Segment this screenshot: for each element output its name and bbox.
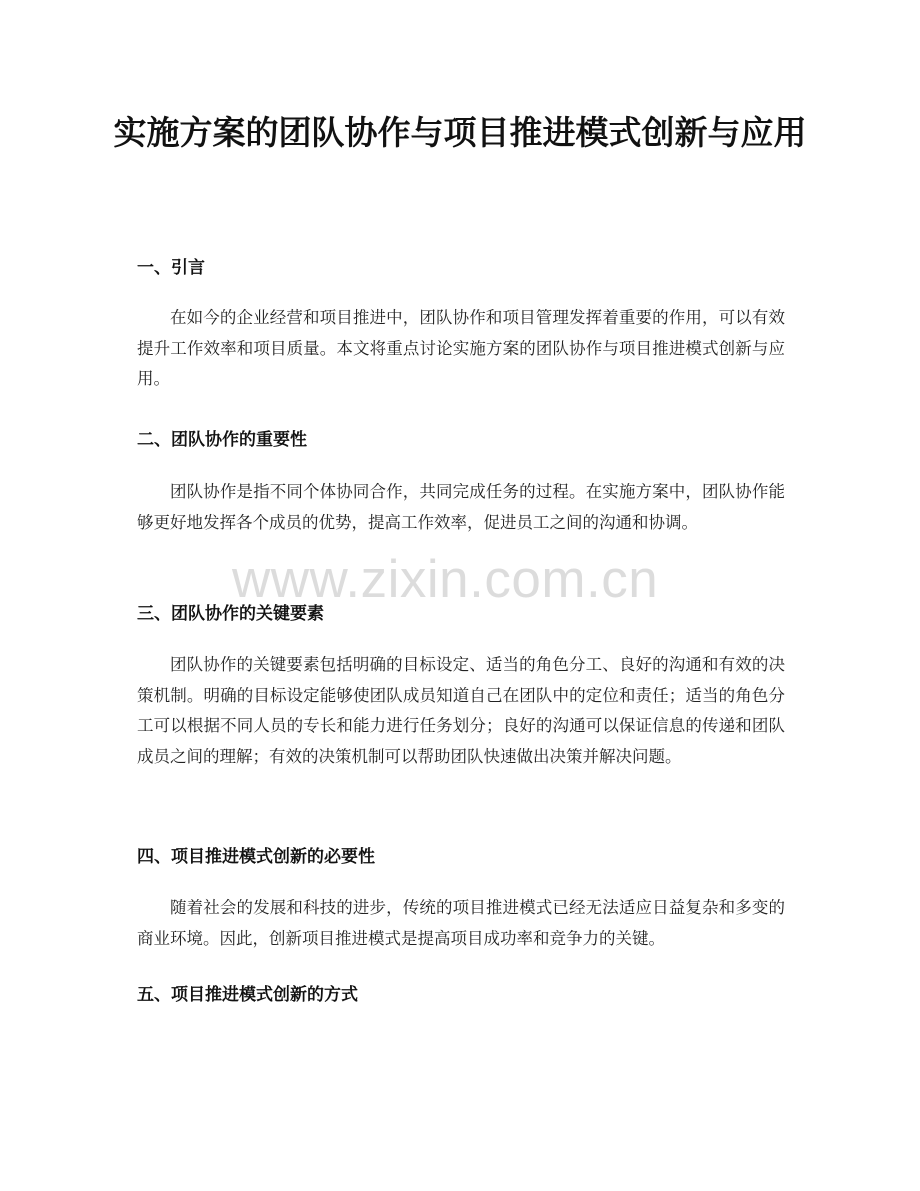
- document-title: 实施方案的团队协作与项目推进模式创新与应用: [113, 113, 807, 152]
- section-heading-intro: 一、引言: [137, 258, 205, 278]
- section-heading-importance: 二、团队协作的重要性: [137, 430, 307, 450]
- section-paragraph-key-elements: 团队协作的关键要素包括明确的目标设定、适当的角色分工、良好的沟通和有效的决策机制。明确的目标设定能够使团队成员知道自己在团队中的定位和责任；适当的角色分工可以根据不同人员的专长和能力进行任务划分；良好的沟通可以保证信息的传递和团队成员之间的理解；有效的决策机制可以帮助团队快速做出决策并解决问题。: [137, 655, 785, 766]
- section-paragraph-necessity: 随着社会的发展和科技的进步，传统的项目推进模式已经无法适应日益复杂和多变的商业环境。因此，创新项目推进模式是提高项目成功率和竞争力的关键。: [137, 898, 785, 948]
- section-paragraph-importance: 团队协作是指不同个体协同合作，共同完成任务的过程。在实施方案中，团队协作能够更好地发挥各个成员的优势，提高工作效率，促进员工之间的沟通和协调。: [137, 482, 785, 532]
- watermark-text: www.zixin.com.cn: [232, 550, 659, 609]
- section-paragraph-intro: 在如今的企业经营和项目推进中，团队协作和项目管理发挥着重要的作用，可以有效提升工作效率和项目质量。本文将重点讨论实施方案的团队协作与项目推进模式创新与应用。: [137, 308, 785, 388]
- section-heading-key-elements: 三、团队协作的关键要素: [137, 604, 324, 624]
- section-heading-methods: 五、项目推进模式创新的方式: [137, 985, 358, 1005]
- section-heading-necessity: 四、项目推进模式创新的必要性: [137, 847, 375, 867]
